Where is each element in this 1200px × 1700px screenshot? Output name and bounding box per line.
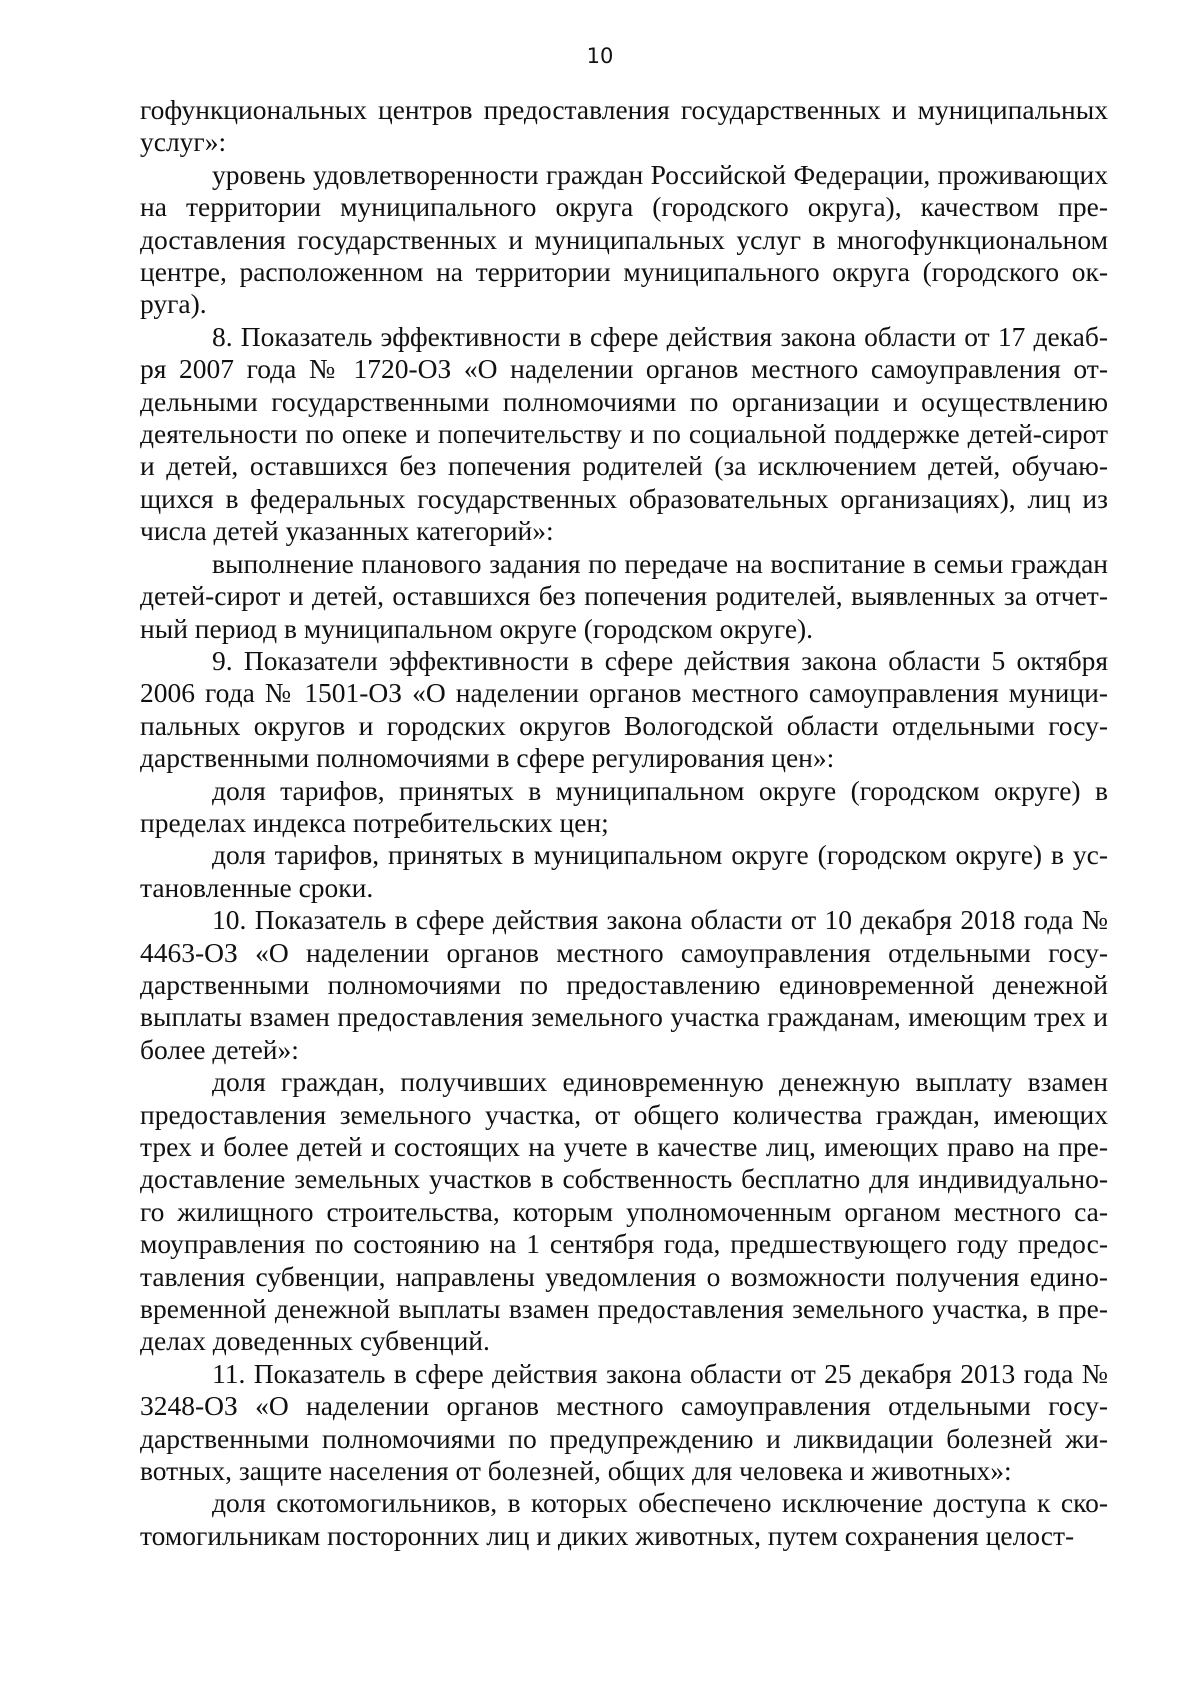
paragraph-item-11: 11. Показатель в сфере действия закона области от 25 декабря 2013 года № 3248-ОЗ «О наделении органов местного самоуправления отдельными государственными полномочиями по предупреждению и ликвидации болезней животных, защите населения от болезней, общих для человека и животных»: xyxy=(140,1357,1108,1487)
paragraph-item-8: 8. Показатель эффективности в сфере действия закона области от 17 декабря 2007 года № 1720-ОЗ «О наделении органов местного самоуправления отдельными государственными полномочиями по организации и осуществлению деятельности по опеке и попечительству и по социальной поддержке детей-сирот и детей, оставшихся без попечения родителей (за исключением детей, обучающихся в федеральных государственных образовательных организациях), лиц из числа детей указанных категорий»: xyxy=(140,320,1108,547)
paragraph-indicator-tariffs-index: доля тарифов, принятых в муниципальном округе (городском округе) в пределах индекса потребительских цен; xyxy=(140,774,1108,838)
paragraph-item-9: 9. Показатели эффективности в сфере действия закона области 5 октября 2006 года № 1501-ОЗ «О наделении органов местного самоуправления муниципальных округов и городских округов Вологодской области отдельными государственными полномочиями в сфере регулирования цен»: xyxy=(140,644,1108,774)
page-number: 10 xyxy=(586,44,614,68)
paragraph-indicator-mfc-satisfaction: уровень удовлетворенности граждан Российской Федерации, проживающих на территории муниципального округа (городского округа), качеством предоставления государственных и муниципальных услуг в многофункциональном центре, расположенном на территории муниципального округа (городского округа). xyxy=(140,158,1108,320)
document-body xyxy=(140,94,1108,1552)
paragraph-indicator-tariffs-deadlines: доля тарифов, принятых в муниципальном округе (городском округе) в установленные сроки. xyxy=(140,839,1108,903)
paragraph-item-10: 10. Показатель в сфере действия закона области от 10 декабря 2018 года № 4463-ОЗ «О наделении органов местного самоуправления отдельными государственными полномочиями по предоставлению единовременной денежной выплаты взамен предоставления земельного участка гражданам, имеющим трех и более детей»: xyxy=(140,904,1108,1065)
paragraph-indicator-orphans-placement: выполнение планового задания по передаче на воспитание в семьи граждан детей-сирот и детей, оставшихся без попечения родителей, выявленных за отчетный период в муниципальном округе (городском округе). xyxy=(140,547,1108,644)
paragraph-indicator-cattle-burial-sites: доля скотомогильников, в которых обеспечено исключение доступа к скотомогильникам посторонних лиц и диких животных, путем сохранения целост- xyxy=(140,1487,1108,1551)
paragraph-indicator-land-payment: доля граждан, получивших единовременную денежную выплату взамен предоставления земельного участка, от общего количества граждан, имеющих трех и более детей и состоящих на учете в качестве лиц, имеющих право на предоставление земельных участков в собственность бесплатно для индивидуального жилищного строительства, которым уполномоченным органом местного самоуправления по состоянию на 1 сентября года, предшествующего году предоставления субвенции, направлены уведомления о возможности получения единовременной денежной выплаты взамен предоставления земельного участка, в пределах доведенных субвенций. xyxy=(140,1066,1108,1357)
paragraph-continuation: гофункциональных центров предоставления государственных и муниципальных услуг»: xyxy=(140,94,1108,158)
